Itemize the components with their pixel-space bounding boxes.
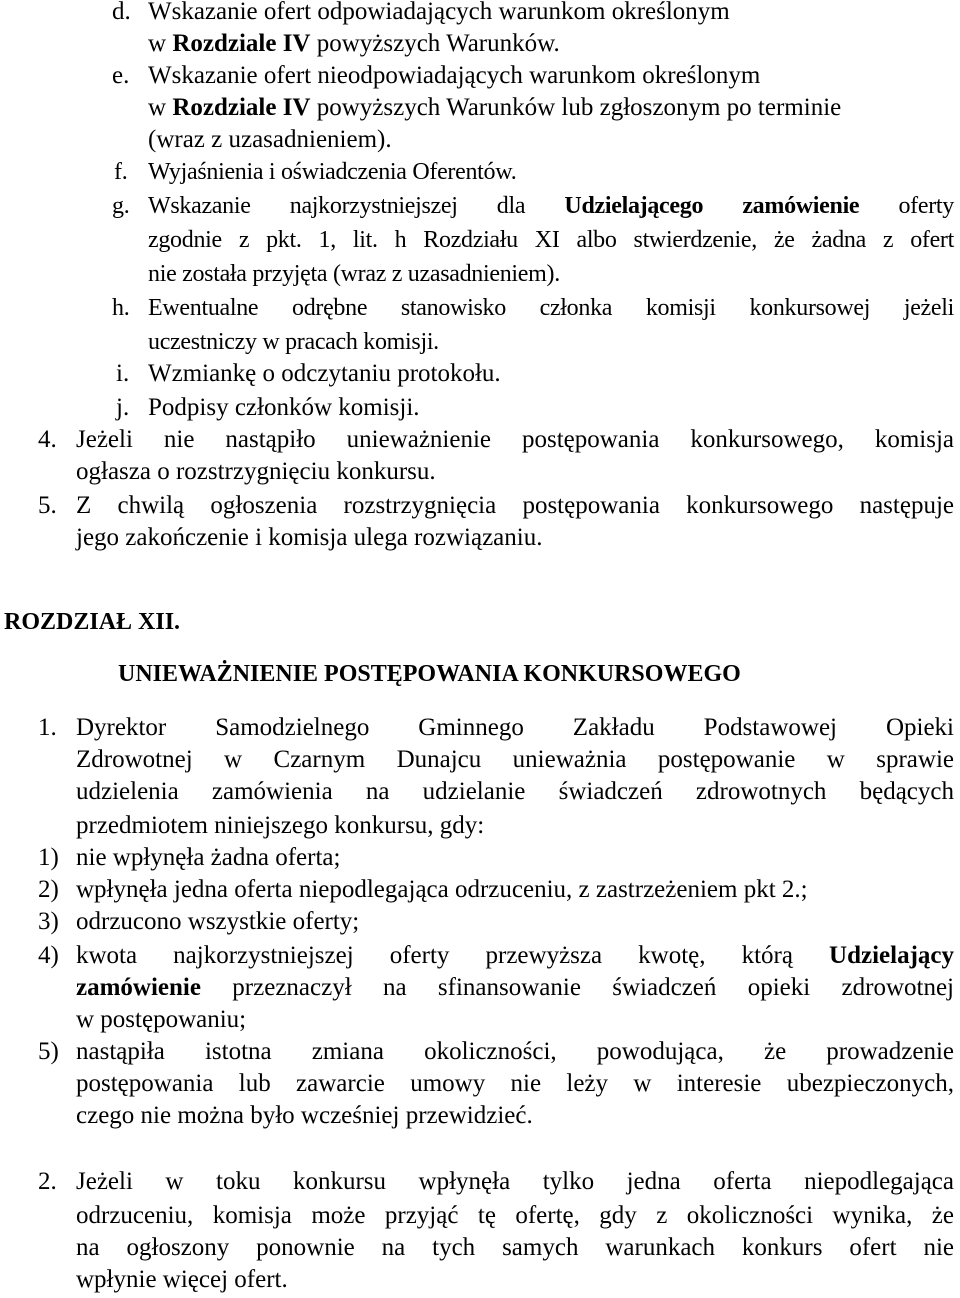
section-text: udzielenia zamówienia na udzielanie świadczeń zdrowotnych będących (76, 778, 954, 805)
section-text: przedmiotem niniejszego konkursu, gdy: (76, 812, 485, 839)
sub-text: zamówienie przeznaczył na sfinansowanie świadczeń opieki zdrowotnej (76, 974, 954, 1001)
chapter-title: UNIEWAŻNIENIE POSTĘPOWANIA KONKURSOWEGO (118, 661, 741, 687)
sub-marker: 2) (38, 876, 59, 903)
section-text: odrzuceniu, komisja może przyjąć tę ofertę, gdy z okoliczności wynika, że (76, 1202, 954, 1229)
sub-text: nie wpłynęła żadna oferta; (76, 844, 341, 871)
item-text: nie została przyjęta (wraz z uzasadnieniem). (148, 261, 560, 287)
item-text: Wskazanie ofert nieodpowiadających warunkom określonym (148, 62, 761, 89)
sub-text: postępowania lub zawarcie umowy nie leży w interesie ubezpieczonych, (76, 1070, 954, 1097)
item-marker: e. (112, 62, 130, 89)
section-text: Dyrektor Samodzielnego Gminnego Zakładu Podstawowej Opieki (76, 714, 954, 741)
item-marker: j. (116, 394, 130, 421)
point-text: jego zakończenie i komisja ulega rozwiązaniu. (76, 524, 543, 551)
sub-marker: 5) (38, 1038, 59, 1065)
sub-text: czego nie można było wcześniej przewidzieć. (76, 1102, 533, 1129)
item-marker: f. (114, 159, 128, 185)
point-text: Z chwilą ogłoszenia rozstrzygnięcia postępowania konkursowego następuje (76, 492, 954, 519)
sub-text: odrzucono wszystkie oferty; (76, 908, 360, 935)
item-text: Wskazanie ofert odpowiadających warunkom określonym (148, 0, 730, 25)
item-text: Wzmiankę o odczytaniu protokołu. (148, 360, 501, 387)
point-text: ogłasza o rozstrzygnięciu konkursu. (76, 458, 436, 485)
item-marker: i. (116, 360, 130, 387)
sub-marker: 3) (38, 908, 59, 935)
item-text: Podpisy członków komisji. (148, 394, 420, 421)
sub-marker: 4) (38, 942, 59, 969)
sub-text: wpłynęła jedna oferta niepodlegająca odrzuceniu, z zastrzeżeniem pkt 2.; (76, 876, 808, 903)
section-marker: 1. (38, 714, 57, 741)
item-text: w Rozdziale IV powyższych Warunków. (148, 30, 560, 57)
section-marker: 2. (38, 1168, 57, 1195)
section-text: Jeżeli w toku konkursu wpłynęła tylko jedna oferta niepodlegająca (76, 1168, 954, 1195)
section-text: na ogłoszony ponownie na tych samych warunkach konkurs ofert nie (76, 1234, 954, 1261)
item-text: (wraz z uzasadnieniem). (148, 126, 392, 153)
item-marker: h. (112, 295, 130, 321)
chapter-number: ROZDZIAŁ XII. (4, 609, 181, 635)
section-text: Zdrowotnej w Czarnym Dunajcu unieważnia postępowanie w sprawie (76, 746, 954, 773)
item-text: Wyjaśnienia i oświadczenia Oferentów. (148, 159, 517, 185)
sub-text: w postępowaniu; (76, 1006, 247, 1033)
item-marker: g. (112, 193, 130, 219)
sub-text: nastąpiła istotna zmiana okoliczności, powodująca, że prowadzenie (76, 1038, 954, 1065)
point-text: Jeżeli nie nastąpiło unieważnienie postępowania konkursowego, komisja (76, 426, 954, 453)
point-marker: 4. (38, 426, 57, 453)
item-text: zgodnie z pkt. 1, lit. h Rozdziału XI albo stwierdzenie, że żadna z ofert (148, 227, 954, 253)
section-text: wpłynie więcej ofert. (76, 1266, 288, 1293)
item-text: w Rozdziale IV powyższych Warunków lub zgłoszonym po terminie (148, 94, 842, 121)
point-marker: 5. (38, 492, 57, 519)
sub-marker: 1) (38, 844, 59, 871)
sub-text: kwota najkorzystniejszej oferty przewyższa kwotę, którą Udzielający (76, 942, 954, 969)
item-text: Ewentualne odrębne stanowisko członka komisji konkursowej jeżeli (148, 295, 954, 321)
item-text: uczestniczy w pracach komisji. (148, 329, 439, 355)
item-marker: d. (112, 0, 131, 25)
item-text: Wskazanie najkorzystniejszej dla Udzielającego zamówienie oferty (148, 193, 954, 219)
